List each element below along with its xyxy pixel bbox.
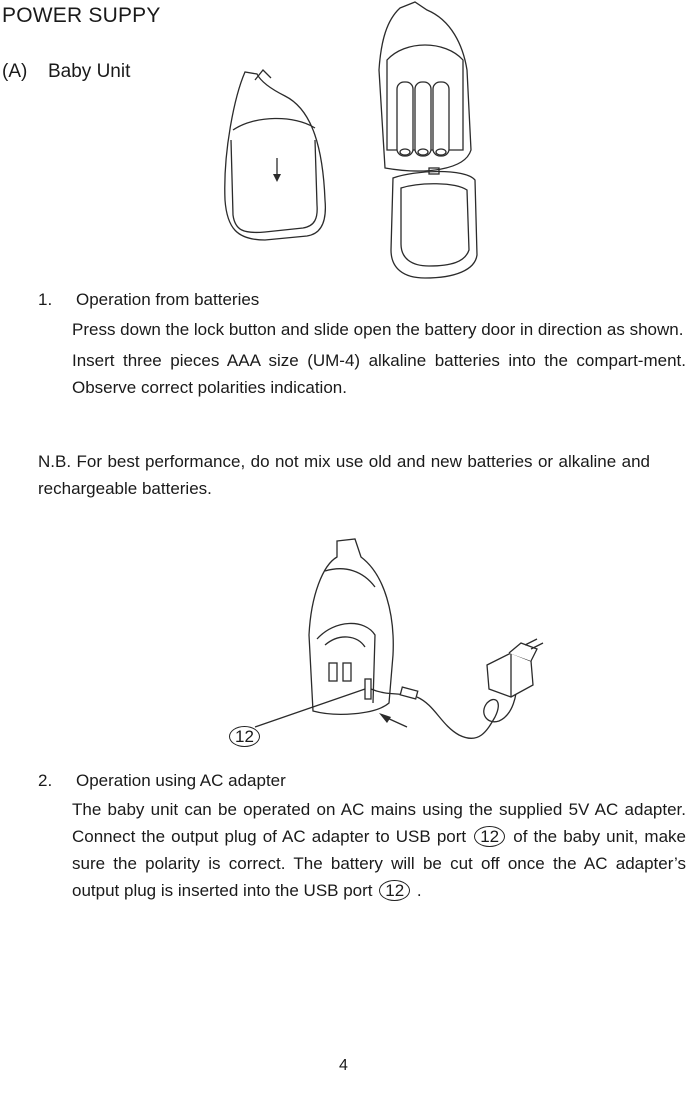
section-label: (A) xyxy=(2,61,28,82)
item1-heading: Operation from batteries xyxy=(76,290,260,309)
adapter-cable-drawing xyxy=(371,639,543,738)
page-number: 4 xyxy=(339,1057,348,1074)
section-heading xyxy=(2,61,130,83)
battery-door-illustration xyxy=(215,0,545,282)
insert-arrow-head xyxy=(379,713,391,723)
usb-port-ref-2: 12 xyxy=(379,880,410,901)
item1-line2: Insert three pieces AAA size (UM-4) alkaline batteries into the compart-ment. Observe correct polarities indication. xyxy=(72,351,686,397)
item2-heading-row xyxy=(38,767,686,794)
item2-heading: Operation using AC adapter xyxy=(76,771,286,790)
item2-text-c: . xyxy=(416,881,422,900)
note-text: N.B. For best performance, do not mix use old and new batteries or alkaline and rechargeable batteries. xyxy=(38,452,650,498)
item1-heading-row xyxy=(38,286,686,313)
item1-line1: Press down the lock button and slide open the battery door in direction as shown. xyxy=(72,320,684,339)
item2-text-a: The baby unit can be operated on AC mains using the supplied 5V AC adapter. Connect the output plug of AC adapter to USB port xyxy=(72,800,686,846)
open-unit-drawing xyxy=(379,2,477,278)
usb-port-ref-1: 12 xyxy=(474,826,505,847)
closed-unit-drawing xyxy=(225,70,326,240)
item2-text-b: of the baby unit, make sure the polarity is correct. The battery will be cut off once the AC adapter’s output plug is inserted into the USB port xyxy=(72,827,686,900)
item1 xyxy=(38,286,686,401)
ac-adapter-illustration xyxy=(225,535,565,755)
item2-number: 2. xyxy=(38,771,53,790)
item2-paragraph xyxy=(72,796,686,904)
baby-unit-side-drawing xyxy=(309,539,393,714)
item2 xyxy=(38,767,686,904)
page-title: POWER SUPPY xyxy=(2,4,161,27)
section-text: Baby Unit xyxy=(48,61,131,82)
item1-number: 1. xyxy=(38,290,53,309)
figure2-callout: 12 xyxy=(229,726,260,747)
